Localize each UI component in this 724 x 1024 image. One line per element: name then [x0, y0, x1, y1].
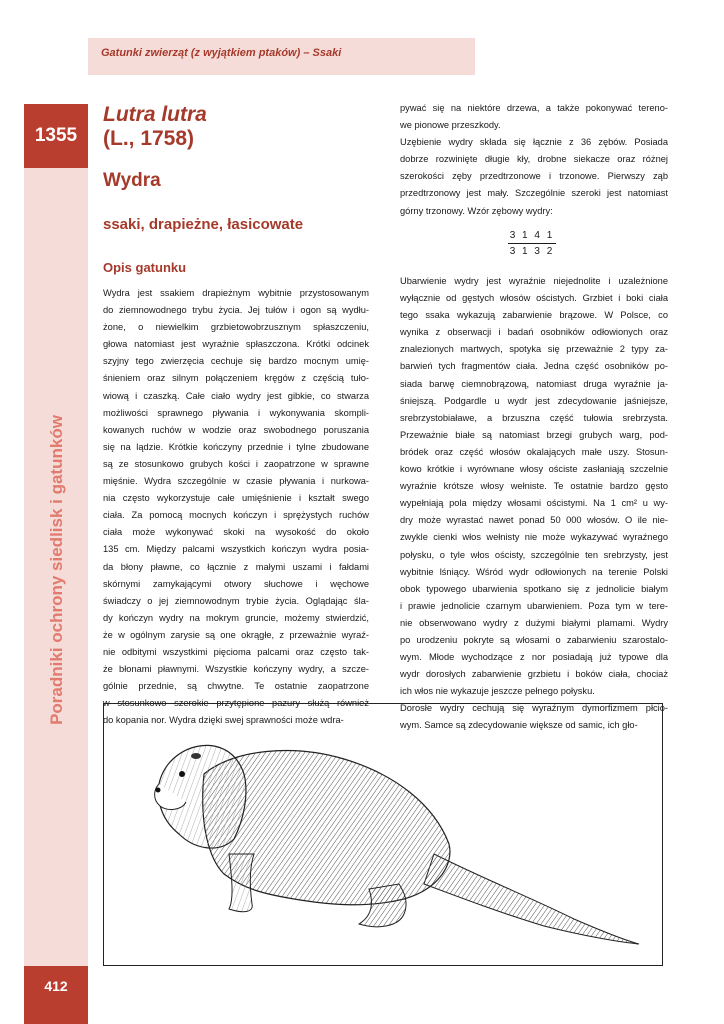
- text-line: skórnymi zamykającymi otwory słuchowe i węchowe: [103, 578, 369, 589]
- otter-tail: [424, 854, 639, 944]
- text-line: dy kończyn wydry na mokrym gruncie, możemy stwierdzić,: [103, 612, 369, 623]
- text-line: wydr dorosłych zabarwienie grzbietu i boków ciała, chociaż: [400, 669, 668, 680]
- text-line: wym. Młode wychodzące z nor posiadają już typowe dla: [400, 652, 668, 663]
- text-line: Wydra jest ssakiem drapieżnym wybitnie przystosowanym: [103, 288, 369, 298]
- text-line: wym. Samce są zdecydowanie większe od samic, ich gło-: [400, 720, 638, 731]
- text-line: żone, o niewielkim grzbietowobrzusznym spłaszczeniu,: [103, 322, 369, 333]
- text-line: przedtrzonowy jest mały. Szczególnie szeroki jest natomiast: [400, 188, 668, 199]
- text-line: barwień tych fragmentów ciała. Jedna część osobników po-: [400, 361, 668, 372]
- text-line: Uzębienie wydry składa się łącznie z 36 zębów. Posiada: [400, 137, 668, 148]
- text-line: do kopania nor. Wydra dzięki swej sprawności może wdra-: [103, 715, 344, 726]
- species-common-name: Wydra: [103, 170, 161, 191]
- text-line: śnieniem oraz silnym połączeniem kręgów z częścią tuło-: [103, 373, 369, 384]
- page-number: 412: [24, 966, 88, 1024]
- text-line: wynika z obserwacji i badań osobników odłowionych oraz: [400, 327, 668, 338]
- otter-front-leg: [229, 854, 254, 912]
- species-author: (L., 1758): [103, 127, 195, 150]
- text-line: w stosunkowo szerokie przytępione pazury służą również: [103, 698, 369, 709]
- text-line: możliwości sprawnego pływania i wykonywania skompli-: [103, 407, 369, 418]
- text-line: bródek oraz część włosów okalających małe uszy. Stosun-: [400, 446, 668, 457]
- text-line: nie odbitymi wszystkimi pięcioma palcami oraz często tak-: [103, 646, 369, 657]
- series-title-vertical: Poradniki ochrony siedlisk i gatunków: [47, 415, 66, 725]
- text-line: znalezionych martwych, spotyka się przeważnie 2 typy za-: [400, 344, 668, 355]
- text-line: mięśnie. Wydra szczególnie w czasie pływania i nurkowa-: [103, 476, 369, 487]
- otter-ear: [191, 753, 201, 759]
- text-line: śniejszą. Podgardle u wydr jest zdecydowanie jaśniejsze,: [400, 395, 668, 406]
- text-line: się na lądzie. Krótkie kończyny przednie i tylne zbudowane: [103, 441, 369, 452]
- text-line: nia często wykorzystuje całe umięśnienie i kształt swego: [103, 493, 369, 504]
- text-line: Dorosłe wydry cechują się wyraźnym dymorfizmem płcio-: [400, 703, 668, 714]
- text-line: wypełniają pola między włosami ościstymi. Na 1 cm² u wy-: [400, 498, 668, 509]
- text-line: ciała. Za pomocą mocnych kończyn i sprężystych ruchów: [103, 510, 369, 521]
- text-line: są ze stosunkowo grubych kości i zaopatrzone w sprawne: [103, 458, 369, 469]
- right-text-column-bottom: [400, 273, 668, 735]
- text-line: wiową i czaszką. Całe ciało wydry jest gibkie, co stwarza: [103, 390, 369, 401]
- text-line: ciała może wykonywać skoki na wysokość do około: [103, 527, 369, 538]
- text-line: gólnie przednie, są chwytne. Te ostatnie zaopatrzone: [103, 681, 369, 692]
- text-line: we pionowe przeszkody.: [400, 120, 501, 131]
- text-line: że błonami pławnymi. Wszystkie kończyny wydry, a szcze-: [103, 664, 369, 675]
- text-line: górny trzonowy. Wzór zębowy wydry:: [400, 205, 553, 216]
- text-line: kowo krótkie i wyrównane włosy ościste zasłaniają szczelnie: [400, 464, 668, 475]
- text-line: 135 cm. Między palcami wszystkich kończyn wydra posia-: [103, 544, 369, 555]
- text-line: kowanych ruchów w wodzie oraz swobodnego poruszania: [103, 424, 369, 435]
- section-heading: Opis gatunku: [103, 260, 187, 275]
- text-line: świadczy o jej ziemnowodnym trybie życia. Oglądając śla-: [103, 595, 369, 606]
- dental-formula: [508, 228, 556, 259]
- species-code-badge: 1355: [24, 104, 88, 168]
- text-line: że w ogólnym zarysie są one okrągłe, z przeważnie wyraź-: [103, 629, 369, 640]
- text-line: dobrze rozwinięte długie kły, drobne siekacze oraz różnej: [400, 154, 668, 165]
- text-line: ich włos nie wykazuje jeszcze pełnego połysku.: [400, 686, 595, 697]
- text-line: srebrzystobiaławe, a brzuszna część tułowia srebrzysta.: [400, 412, 668, 423]
- otter-illustration: [103, 703, 663, 966]
- text-line: głowa natomiast jest wyraźnie spłaszczona. Krótki odcinek: [103, 339, 369, 350]
- text-line: połysku, o tyle włos ościsty, szczególnie ten srebrzysty, jest: [400, 549, 668, 560]
- otter-drawing: [104, 704, 662, 965]
- text-line: szerokości zęby przedtrzonowe i trzonowe. Pierwszy ząb: [400, 171, 668, 182]
- text-line: obok typowego ubarwienia spotkano się z jednolicie białym: [400, 583, 668, 594]
- dental-formula-upper: 3 1 4 1: [508, 228, 556, 244]
- otter-eye: [179, 771, 185, 777]
- text-line: nie obserwowano wydry z dużymi białymi plamami. Wydry: [400, 617, 668, 628]
- otter-nose: [156, 788, 161, 793]
- species-latin-name: Lutra lutra: [103, 103, 207, 126]
- text-line: wybitnie lśniący. Wśród wydr odłowionych na terenie Polski: [400, 566, 668, 577]
- text-line: wyraźnie krótsze włosy wełniste. Te ostatnie bardzo gęsto: [400, 481, 668, 492]
- text-line: Przeważnie białe są natomiast brzegi grubych warg, pod-: [400, 429, 668, 440]
- text-line: pywać się na niektóre drzewa, a także pokonywać tereno-: [400, 103, 668, 113]
- running-header-title: Gatunki zwierząt (z wyjątkiem ptaków) – Ssaki: [101, 47, 342, 59]
- text-line: szyjny tego zwierzęcia cechuje się bardzo mocnym umię-: [103, 356, 369, 367]
- text-line: dry może wyrastać nawet ponad 50 000 włosów. O ile nie-: [400, 515, 668, 526]
- text-line: Ubarwienie wydry jest wyraźnie niejednolite i uzależnione: [400, 276, 668, 286]
- right-text-column-top: [400, 100, 668, 220]
- text-line: do ziemnowodnego trybu życia. Jej tułów i ogon są wydłu-: [103, 305, 369, 316]
- text-line: wyłącznie od gęstych włosów ościstych. Grzbiet i boki ciała: [400, 293, 668, 304]
- text-line: i prawie jednolicie czarnym ubarwieniem. Poza tym w tere-: [400, 600, 668, 611]
- text-line: tego ssaka wykazują zabarwienie brązowe. W Polsce, co: [400, 310, 668, 321]
- text-line: po urodzeniu pokryte są włosami o zabarwieniu szarostalo-: [400, 634, 668, 645]
- left-text-column: [103, 285, 369, 729]
- text-line: zwykle cienki włos wełnisty nie może wykazywać wyraźnego: [400, 532, 668, 543]
- species-classification: ssaki, drapieżne, łasicowate: [103, 216, 304, 233]
- text-line: siada barwę ciemnobrązową, natomiast druga wyraźnie ja-: [400, 378, 668, 389]
- text-line: da błony pławne, co łącznie z małymi uszami i fałdami: [103, 561, 369, 572]
- dental-formula-lower: 3 1 3 2: [509, 246, 555, 257]
